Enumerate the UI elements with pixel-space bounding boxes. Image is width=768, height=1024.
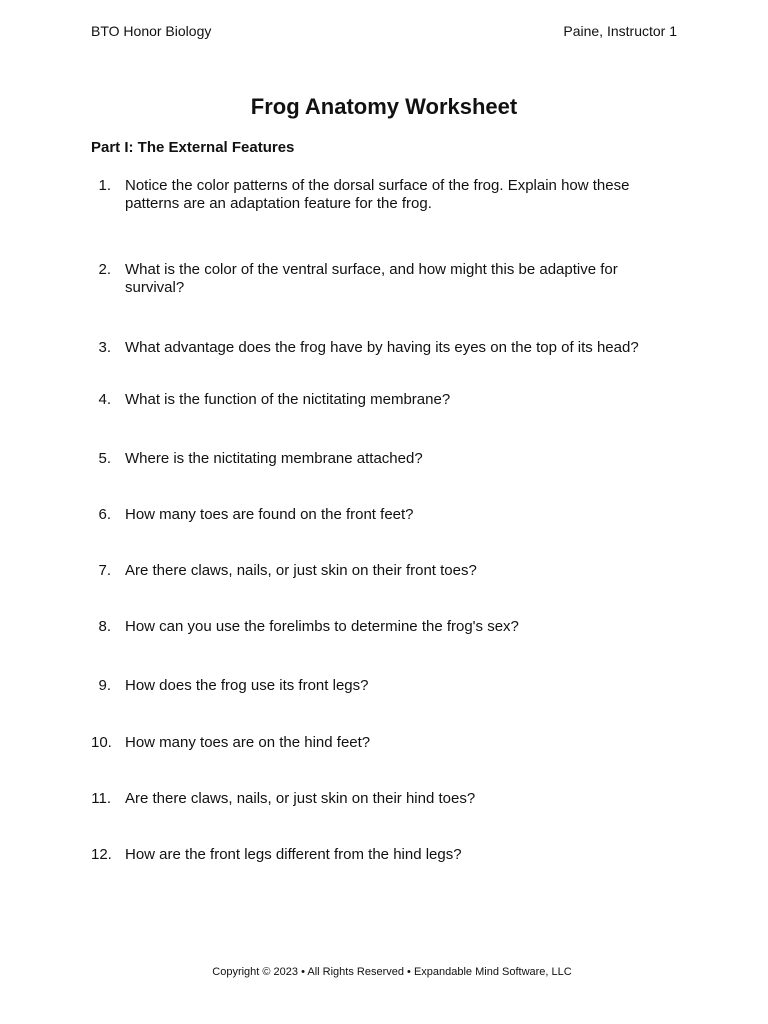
question-number: 4.: [98, 391, 111, 408]
question-4: [91, 391, 671, 409]
question-number: 11.: [91, 790, 111, 807]
question-number: 1.: [98, 177, 111, 194]
question-text: Are there claws, nails, or just skin on their hind toes?: [125, 790, 476, 807]
question-text: How can you use the forelimbs to determine the frog's sex?: [125, 618, 519, 635]
question-number: 5.: [98, 450, 111, 467]
question-number: 7.: [98, 562, 111, 579]
page-title: Frog Anatomy Worksheet: [250, 94, 518, 119]
question-2: [91, 261, 671, 297]
copyright-footer: Copyright © 2023 • All Rights Reserved • Expandable Mind Software, LLC: [212, 966, 572, 978]
section-heading: Part I: The External Features: [91, 139, 295, 156]
question-9: [91, 677, 671, 695]
question-text: How does the frog use its front legs?: [125, 677, 369, 694]
question-number: 8.: [98, 618, 111, 635]
question-number: 10.: [91, 734, 112, 751]
question-12: [91, 846, 671, 864]
course-name: BTO Honor Biology: [91, 23, 212, 39]
question-text: What is the function of the nictitating membrane?: [125, 391, 451, 408]
question-text: Where is the nictitating membrane attached?: [125, 450, 423, 467]
question-5: [91, 450, 671, 468]
question-1: [91, 177, 671, 213]
question-number: 2.: [98, 261, 111, 278]
question-text: How many toes are found on the front feet?: [125, 506, 414, 523]
question-number: 6.: [98, 506, 111, 523]
question-10: [91, 734, 671, 752]
question-text: How are the front legs different from the hind legs?: [125, 846, 462, 863]
question-text: Notice the color patterns of the dorsal surface of the frog. Explain how these patterns are an adaptation feature for the frog.: [125, 177, 630, 212]
question-text: What advantage does the frog have by having its eyes on the top of its head?: [125, 339, 639, 356]
question-number: 12.: [91, 846, 112, 863]
question-text: How many toes are on the hind feet?: [125, 734, 371, 751]
question-number: 9.: [98, 677, 111, 694]
question-11: [91, 790, 671, 808]
instructor-name: Paine, Instructor 1: [563, 23, 677, 39]
question-8: [91, 618, 671, 636]
question-number: 3.: [98, 339, 111, 356]
question-text: Are there claws, nails, or just skin on their front toes?: [125, 562, 477, 579]
question-text: What is the color of the ventral surface, and how might this be adaptive for survival?: [125, 261, 618, 296]
question-7: [91, 562, 671, 580]
question-6: [91, 506, 671, 524]
question-3: [91, 339, 671, 357]
